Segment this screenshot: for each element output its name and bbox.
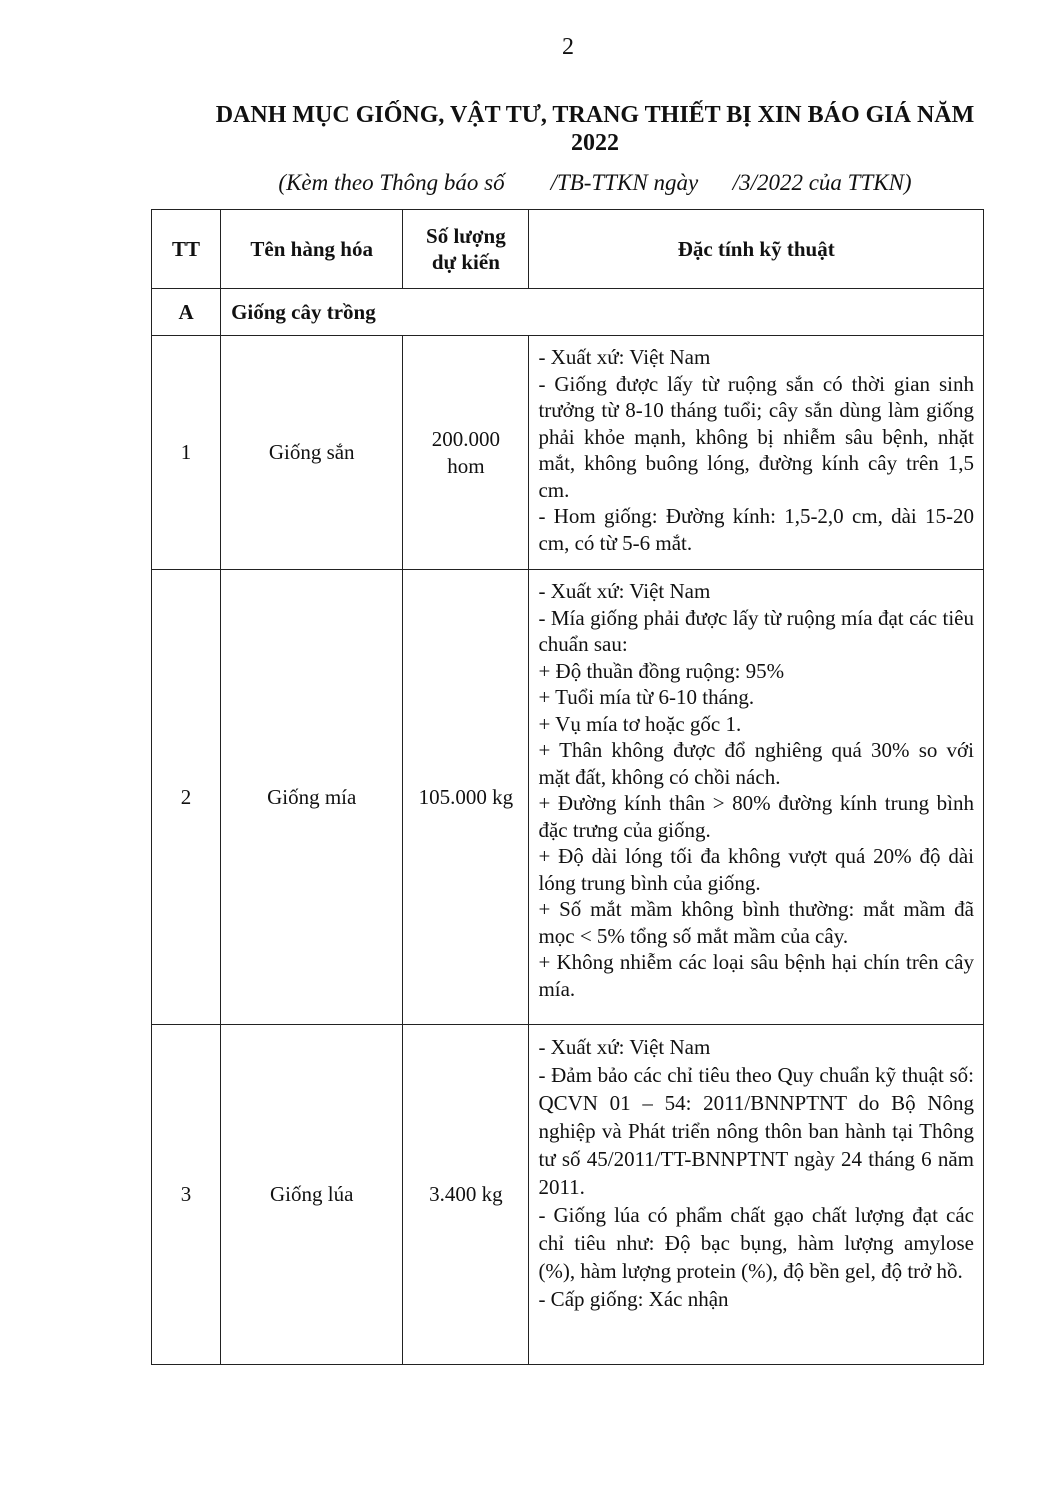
spec-line: + Độ dài lóng tối đa không vượt quá 20% độ dài lóng trung bình của giống. (538, 844, 974, 895)
row-tt: 2 (152, 570, 221, 1025)
document-subtitle: (Kèm theo Thông báo số /TB-TTKN ngày /3/2022 của TTKN) (278, 170, 912, 195)
spec-line: + Độ thuần đồng ruộng: 95% (538, 658, 785, 683)
spec-line: - Xuất xứ: Việt Nam (538, 1035, 711, 1059)
spec-line: + Số mắt mầm không bình thường: mắt mầm đã mọc < 5% tổng số mắt mầm của cây. (538, 897, 974, 948)
section-row (152, 289, 984, 336)
spec-line: - Cấp giống: Xác nhận (538, 1287, 729, 1311)
header-qty: Số lượng dự kiến (403, 210, 529, 289)
row-spec (529, 570, 984, 1025)
row-name: Giống lúa (221, 1025, 403, 1365)
spec-line: + Vụ mía tơ hoặc gốc 1. (538, 711, 742, 736)
spec-line: + Tuổi mía từ 6-10 tháng. (538, 685, 755, 709)
row-qty: 105.000 kg (403, 570, 529, 1025)
row-tt: 3 (152, 1025, 221, 1365)
table-row (152, 570, 984, 1025)
section-label: A (152, 289, 221, 336)
section-title: Giống cây trồng (221, 289, 984, 336)
spec-line: - Giống lúa có phẩm chất gạo chất lượng đạt các chỉ tiêu như: Độ bạc bụng, hàm lượng amylose (%), hàm lượng protein (%), độ bền gel, độ trở hồ. (538, 1203, 974, 1283)
spec-line: - Giống được lấy từ ruộng sắn có thời gian sinh trưởng từ 8-10 tháng tuổi; cây sắn dùng làm giống phải khỏe mạnh, không bị nhiễm sâu bệnh, nhặt mắt, không buông lóng, đường kính cây trên 1,5 cm. (538, 371, 974, 502)
row-name: Giống sắn (221, 336, 403, 570)
spec-line: - Xuất xứ: Việt Nam (538, 345, 711, 369)
table-row (152, 1025, 984, 1365)
row-name: Giống mía (221, 570, 403, 1025)
spec-line: - Đảm bảo các chỉ tiêu theo Quy chuẩn kỹ thuật số: QCVN 01 – 54: 2011/BNNPTNT do Bộ Nông nghiệp và Phát triển nông thôn ban hành tại Thông tư số 45/2011/TT-BNNPTNT ngày 24 tháng 6 năm 2011. (538, 1063, 974, 1199)
table-row (152, 336, 984, 570)
document-title: DANH MỤC GIỐNG, VẬT TƯ, TRANG THIẾT BỊ XIN BÁO GIÁ NĂM 2022 (215, 102, 975, 156)
specification-table (151, 209, 984, 1365)
header-name: Tên hàng hóa (221, 210, 403, 289)
header-spec: Đặc tính kỹ thuật (529, 210, 984, 289)
row-spec (529, 336, 984, 570)
row-qty: 3.400 kg (403, 1025, 529, 1365)
row-spec (529, 1025, 984, 1365)
spec-line: + Không nhiễm các loại sâu bệnh hại chín trên cây mía. (538, 950, 974, 1001)
spec-line: + Đường kính thân > 80% đường kính trung bình đặc trưng của giống. (538, 791, 974, 842)
spec-line: + Thân không được đổ nghiêng quá 30% so với mặt đất, không có chồi nách. (538, 738, 974, 789)
spec-line: - Xuất xứ: Việt Nam (538, 579, 711, 603)
row-tt: 1 (152, 336, 221, 570)
table-header-row (152, 210, 984, 289)
header-tt: TT (152, 210, 221, 289)
spec-line: - Hom giống: Đường kính: 1,5-2,0 cm, dài 15-20 cm, có từ 5-6 mắt. (538, 504, 974, 555)
page-number: 2 (562, 34, 574, 60)
spec-line: - Mía giống phải được lấy từ ruộng mía đạt các tiêu chuẩn sau: (538, 605, 974, 656)
row-qty: 200.000 hom (403, 336, 529, 570)
